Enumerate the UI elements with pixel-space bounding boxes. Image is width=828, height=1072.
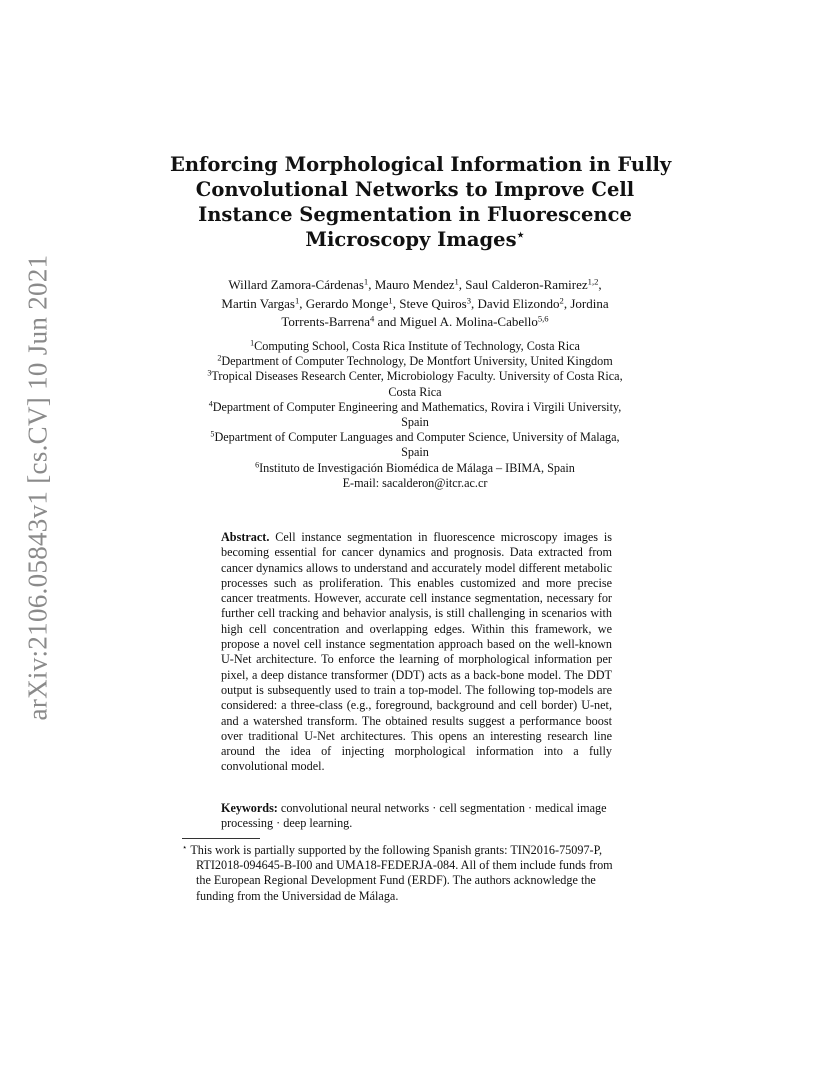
- author-name: Martin Vargas: [221, 295, 295, 311]
- affiliation-text: Spain: [401, 445, 429, 460]
- affiliation-line: [160, 461, 670, 476]
- affiliation-text: Tropical Diseases Research Center, Microbiology Faculty. University of Costa Rica,: [211, 369, 623, 384]
- author-name: Willard Zamora-Cárdenas: [228, 277, 364, 292]
- affiliation-line: [160, 339, 670, 354]
- title-line-text: Microscopy Images: [305, 228, 517, 251]
- author-affiliation-mark: 1: [388, 294, 393, 305]
- title-line: Enforcing Morphological Information in Fully: [170, 153, 672, 176]
- affiliation-number: 5: [210, 429, 215, 439]
- title-footnote-mark: ⋆: [516, 227, 525, 243]
- author-separator: ,: [598, 277, 602, 292]
- footnote-line: RTI2018-094645-B-I00 and UMA18-FEDERJA-084. All of them include funds from: [196, 858, 613, 873]
- author-line: [160, 313, 670, 332]
- author-name: Gerardo Monge: [305, 295, 389, 311]
- author-name: Saul Calderon-Ramirez: [465, 277, 588, 292]
- footnote-line: [182, 843, 652, 858]
- footnote-line: funding from the Universidad de Málaga.: [196, 888, 399, 903]
- funding-footnote: [182, 843, 652, 904]
- author-affiliation-mark: 2: [559, 294, 564, 305]
- abstract-text: Cell instance segmentation in fluorescence microscopy images is becoming essential for cancer dynamics and prognosis. Data extracted from cancer dynamics allows to understand and accurately model different metabolic processes such as proliferation. This enables customized and more precise cancer treatments. However, accurate cell instance segmentation, necessary for further cell tracking and behavior analysis, is still challenging in scenarios with high cell concentration and overlapping edges. Within this framework, we propose a novel cell instance segmentation approach based on the well-known U-Net architecture. To enforce the learning of morphological information per pixel, a deep distance transformer (DDT) acts as a back-bone model. The DDT output is subsequently used to train a top-model. The following top-models are considered: a three-class (e.g., foreground, background and cell border) U-net, and a watershed transform. The obtained results suggest a performance boost over traditional U-Net architectures. This opens an interesting research line around the idea of injecting morphological information into a fully convolutional model.: [221, 530, 613, 774]
- footnote-divider: [182, 838, 260, 839]
- affiliation-number: 4: [208, 399, 213, 409]
- affiliation-line: [160, 354, 670, 369]
- paper-title: [170, 152, 672, 252]
- author-affiliation-mark: 1: [294, 294, 300, 305]
- author-affiliation-mark: 5,6: [537, 313, 549, 324]
- keywords: [221, 801, 612, 832]
- author-name: David Elizondo: [477, 295, 560, 311]
- arxiv-identifier-stamp: [16, 254, 60, 720]
- author-affiliation-mark: 1,2: [587, 276, 599, 287]
- affiliation-number: 2: [217, 353, 222, 363]
- affiliation-line: [160, 369, 670, 384]
- author-separator: ,: [368, 277, 375, 292]
- abstract-label: Abstract.: [221, 530, 270, 544]
- affiliation-line: [160, 415, 670, 430]
- author-affiliation-mark: 1: [363, 276, 369, 287]
- author-separator: ,: [458, 277, 466, 292]
- author-separator: ,: [392, 295, 400, 311]
- affiliation-line: [160, 385, 670, 400]
- affiliation-text: Computing School, Costa Rica Institute of Technology, Costa Rica: [254, 339, 580, 353]
- author-name: Steve Quiros: [399, 295, 467, 311]
- title-line: [170, 227, 660, 252]
- title-line: Convolutional Networks to Improve Cell: [195, 178, 635, 201]
- author-separator: ,: [299, 295, 306, 311]
- arxiv-id-text: arXiv:2106.05843v1 [cs.CV] 10 Jun 2021: [22, 254, 53, 720]
- affiliation-line: [160, 445, 670, 460]
- footnote-text: This work is partially supported by the following Spanish grants: TIN2016-75097-P,: [190, 843, 603, 857]
- author-name: Torrents-Barrena: [281, 314, 370, 329]
- author-line: [160, 295, 670, 314]
- author-list: [160, 276, 670, 332]
- contact-email-line: [160, 476, 670, 491]
- affiliation-number: 1: [250, 338, 255, 348]
- footnote-line: the European Regional Development Fund (ERDF). The authors acknowledge the: [196, 873, 596, 888]
- footnote-mark: ⋆: [182, 841, 188, 852]
- affiliation-text: Department of Computer Technology, De Montfort University, United Kingdom: [221, 354, 613, 369]
- contact-email: E-mail: sacalderon@itcr.ac.cr: [342, 475, 488, 490]
- author-name: Miguel A. Molina-Cabello: [399, 314, 538, 329]
- author-affiliation-mark: 1: [454, 276, 459, 287]
- affiliation-text: Spain: [401, 415, 429, 430]
- author-separator: and: [374, 314, 400, 329]
- keywords-label: Keywords:: [221, 801, 278, 815]
- author-affiliation-mark: 3: [466, 294, 472, 305]
- affiliation-text: Instituto de Investigación Biomédica de Málaga – IBIMA, Spain: [259, 460, 575, 475]
- author-name: Jordina: [570, 295, 609, 311]
- affiliation-line: [160, 400, 670, 415]
- author-separator: ,: [563, 295, 571, 311]
- affiliation-number: 6: [255, 460, 260, 470]
- affiliation-text: Department of Computer Engineering and Mathematics, Rovira i Virgili University,: [212, 399, 622, 414]
- affiliation-text: Costa Rica: [388, 384, 442, 399]
- title-line: Instance Segmentation in Fluorescence: [198, 203, 632, 226]
- affiliation-text: Department of Computer Languages and Computer Science, University of Malaga,: [214, 430, 620, 445]
- abstract: [221, 530, 612, 775]
- author-affiliation-mark: 4: [370, 313, 375, 324]
- author-name: Mauro Mendez: [374, 277, 455, 292]
- affiliation-number: 3: [207, 368, 212, 378]
- affiliation-list: [160, 339, 670, 491]
- author-separator: ,: [471, 295, 478, 311]
- keywords-text: convolutional neural networks · cell segmentation · medical image processing · deep learning.: [221, 801, 607, 831]
- author-line: [160, 276, 670, 295]
- affiliation-line: [160, 430, 670, 445]
